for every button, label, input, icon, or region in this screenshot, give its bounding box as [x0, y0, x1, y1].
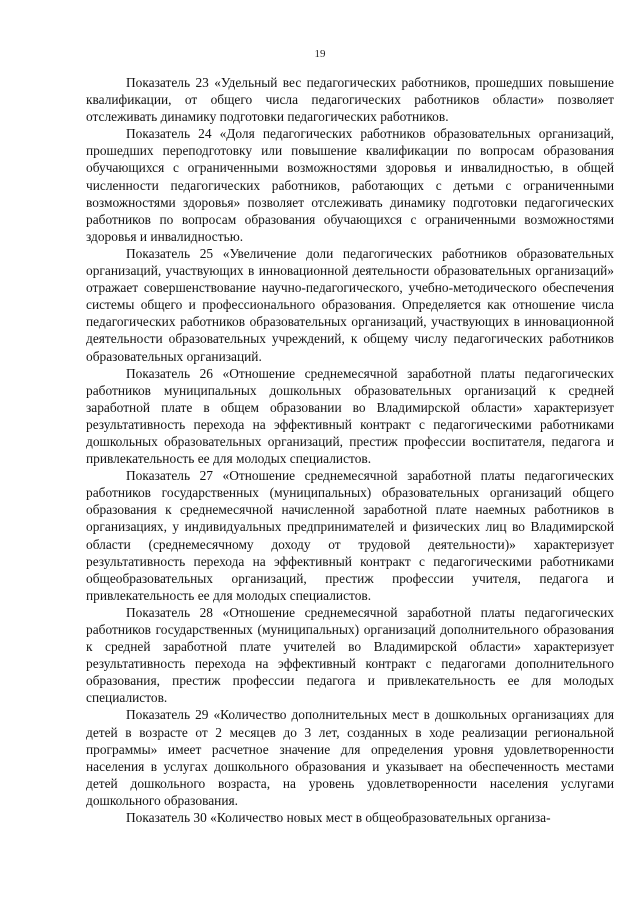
paragraph-indicator-27: Показатель 27 «Отношение среднемесячной заработной платы педагогических работников государственных (муниципальных) образовательных организаций общего образования к среднемесячной начисленной заработной плате наемных работников в организациях, у индивидуальных предпринимателей и физических лиц во Владимирской области (среднемесячному доходу от трудовой деятельности)» характеризует результативность перехода на эффективный контракт с педагогическими работниками общеобразовательных организаций, престиж профессии учителя, педагога и привлекательность ее для молодых специалистов. [86, 468, 614, 603]
paragraph-indicator-26: Показатель 26 «Отношение среднемесячной заработной платы педагогических работников муниципальных дошкольных образовательных организаций к средней заработной плате в общем образовании во Владимирской области» характеризует результативность перехода на эффективный контракт с педагогическими работниками дошкольных образовательных организаций, престиж профессии воспитателя, педагога и привлекательность ее для молодых специалистов. [86, 365, 614, 467]
paragraph-indicator-29: Показатель 29 «Количество дополнительных мест в дошкольных организациях для детей в возрасте от 2 месяцев до 3 лет, созданных в ходе реализации региональной программы» имеет расчетное значение для определения уровня удовлетворенности населения в услугах дошкольного образования и указывает на обеспеченность местами детей дошкольного возраста, на уровень удовлетворенности населения услугами дошкольного образования. [86, 707, 614, 808]
paragraph-indicator-28: Показатель 28 «Отношение среднемесячной заработной платы педагогических работников государственных (муниципальных) организаций дополнительного образования к средней заработной плате учителей во Владимирской области» характеризует результативность перехода на эффективный контракт с педагогами дополнительного образования, престиж профессии педагога и привлекательность ее для молодых специалистов. [86, 604, 614, 706]
paragraph-indicator-25: Показатель 25 «Увеличение доли педагогических работников образовательных организаций, участвующих в инновационной деятельности образовательных организаций» отражает совершенствование научно-педагогического, учебно-методического обеспечения системы общего и профессионального образования. Определяется как отношение числа педагогических работников образовательных организаций, участвующих в инновационной деятельности образовательных учреждений, к общему числу педагогических работников образовательных организаций. [86, 245, 614, 364]
paragraph-indicator-30: Показатель 30 «Количество новых мест в общеобразовательных организа- [126, 810, 551, 826]
paragraph-indicator-23: Показатель 23 «Удельный вес педагогических работников, прошедших повышение квалификации, от общего числа педагогических работников области» позволяет отслеживать динамику подготовки педагогических работников. [86, 75, 614, 125]
page-number: 19 [314, 48, 326, 60]
document-body [86, 74, 614, 826]
paragraph-indicator-24: Показатель 24 «Доля педагогических работников образовательных организаций, прошедших переподготовку или повышение квалификации по вопросам образования обучающихся с ограниченными возможностями здоровья и инвалидностью, в общей численности педагогических работников, работающих с детьми с ограниченными возможностями здоровья» позволяет отслеживать динамику подготовки педагогических работников по вопросам образования обучающихся с ограниченными возможностями здоровья и инвалидностью. [86, 126, 614, 244]
